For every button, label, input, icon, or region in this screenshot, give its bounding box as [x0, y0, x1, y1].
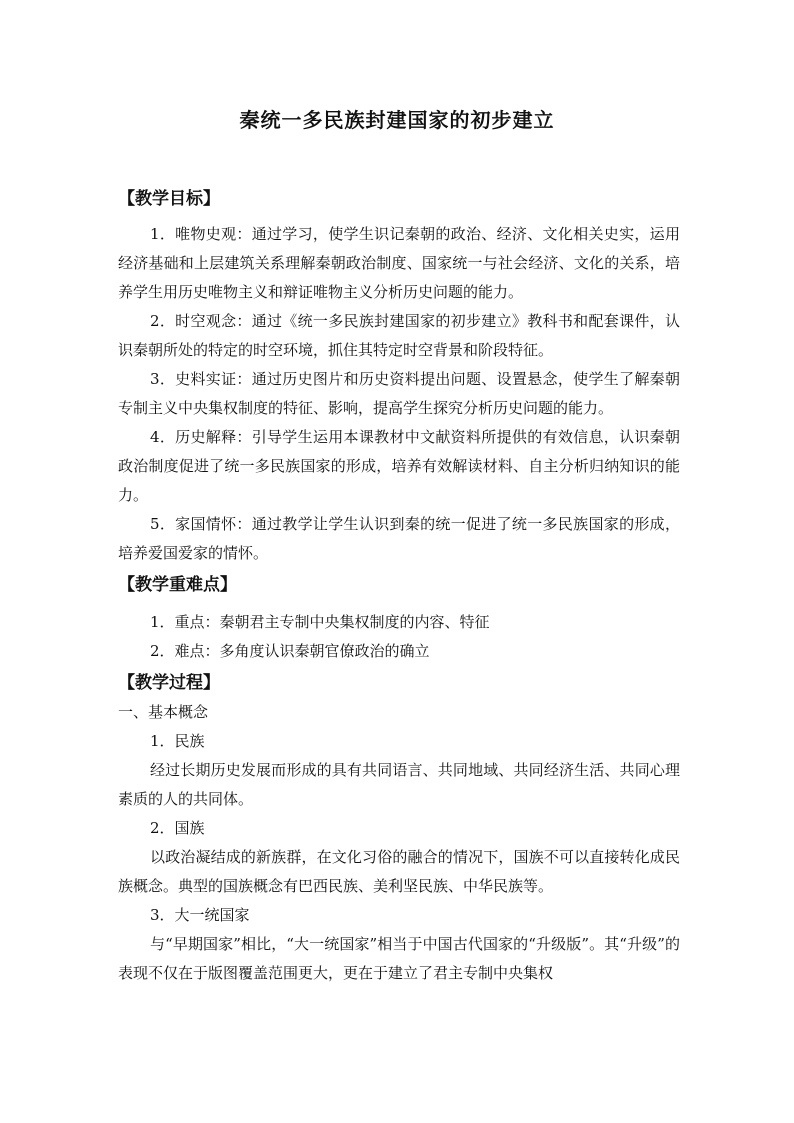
concept-label: 3．大一统国家	[150, 906, 250, 924]
section-heading-objectives: 【教学目标】	[118, 189, 220, 209]
key-point-item: 1．重点：秦朝君主专制中央集权制度的内容、特征	[150, 613, 490, 631]
objective-item: 4．历史解释：引导学生运用本课教材中文献资料所提供的有效信息，认识秦朝政治制度促进了统一多民族国家的形成，培养有效解读材料、自主分析归纳知识的能力。	[118, 428, 680, 504]
concept-label: 1．民族	[150, 732, 205, 750]
objective-item: 5．家国情怀：通过教学让学生认识到秦的统一促进了统一多民族国家的形成，培养爱国爱家的情怀。	[118, 515, 680, 562]
section-heading-key-points: 【教学重难点】	[118, 575, 237, 595]
concept-text: 与“早期国家”相比，“大一统国家”相当于中国古代国家的“升级版”。其“升级”的表现不仅在于版图覆盖范围更大，更在于建立了君主专制中央集权	[118, 935, 680, 982]
concept-text: 以政治凝结成的新族群，在文化习俗的融合的情况下，国族不可以直接转化成民族概念。典型的国族概念有巴西民族、美利坚民族、中华民族等。	[118, 848, 680, 895]
concept-text: 经过长期历史发展而形成的具有共同语言、共同地域、共同经济生活、共同心理素质的人的共同体。	[118, 761, 680, 808]
objective-item: 1．唯物史观：通过学习，使学生识记秦朝的政治、经济、文化相关史实，运用经济基础和上层建筑关系理解秦朝政治制度、国家统一与社会经济、文化的关系，培养学生用历史唯物主义和辩证唯物主义分析历史问题的能力。	[118, 225, 680, 301]
document-title: 秦统一多民族封建国家的初步建立	[239, 108, 555, 132]
process-part-title: 一、基本概念	[118, 703, 209, 721]
objective-item: 3．史料实证：通过历史图片和历史资料提出问题、设置悬念，使学生了解秦朝专制主义中央集权制度的特征、影响，提高学生探究分析历史问题的能力。	[118, 370, 680, 417]
concept-label: 2．国族	[150, 819, 205, 837]
document-body	[118, 184, 680, 988]
objective-item: 2．时空观念：通过《统一多民族封建国家的初步建立》教科书和配套课件，认识秦朝所处的特定的时空环境，抓住其特定时空背景和阶段特征。	[118, 312, 680, 359]
section-heading-process: 【教学过程】	[118, 673, 220, 693]
key-point-item: 2．难点：多角度认识秦朝官僚政治的确立	[150, 642, 430, 660]
